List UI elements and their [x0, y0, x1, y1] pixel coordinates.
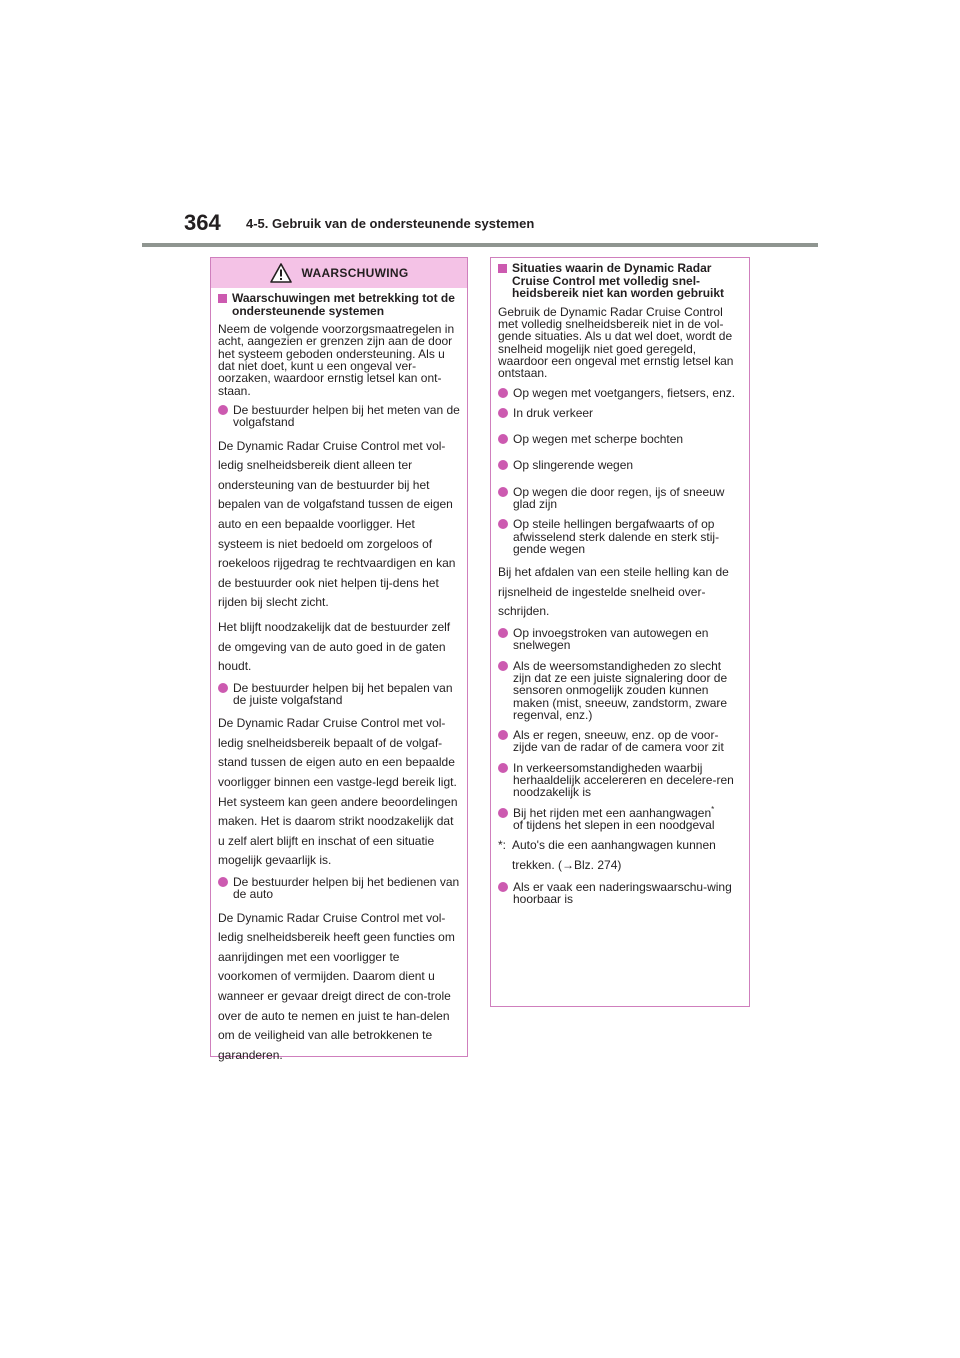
section-title: 4-5. Gebruik van de ondersteunende systemen [246, 216, 535, 231]
list-item: In druk verkeer [498, 407, 742, 419]
paragraph: De Dynamic Radar Cruise Control met vol-ledig snelheidsbereik heeft geen functies om aanrijdingen met een voorligger te voorkomen of vermijden. Daarom dient u wanneer er gevaar dreigt direct de con-trole over de auto te nemen en juist te han-delen om de veiligheid van alle betrokkenen te garanderen. [218, 910, 455, 1062]
list-item: Als er regen, sneeuw, enz. op de voor-zijde van de radar of de camera voor zit [498, 729, 742, 754]
warning-triangle-icon [270, 263, 292, 283]
list-item: Op steile hellingen bergafwaarts of op afwisselend sterk dalende en sterk stij-gende wegen [498, 518, 742, 555]
list-item: Als de weersomstandigheden zo slecht zijn dat ze een juiste signalering door de sensoren onmogelijk zouden kunnen maken (mist, sneeuw, zandstorm, zware regenval, enz.) [498, 660, 742, 721]
list-item: Bij het rijden met een aanhangwagen* of tijdens het slepen in een noodgeval [498, 807, 742, 832]
list-item: Op wegen met voetgangers, fietsers, enz. [498, 387, 742, 399]
situations-intro: Gebruik de Dynamic Radar Cruise Control met volledig snelheidsbereik niet in de vol-gende situaties. Als u dat wel doet, wordt de snelheid mogelijk niet goed geregeld, waardoor een ongeval met ernstig letsel kan ontstaan. [498, 304, 734, 381]
bullet-icon [498, 628, 508, 638]
warning-box [210, 257, 468, 1062]
bullet-icon [498, 434, 508, 444]
header-rule [142, 243, 818, 247]
bullet-icon [498, 661, 508, 671]
paragraph: Het blijft noodzakelijk dat de bestuurder zelf de omgeving van de auto goed in de gaten houdt. [218, 619, 451, 674]
page-number: 364 [184, 210, 221, 235]
bullet-icon [218, 683, 228, 693]
list-item: Op slingerende wegen [498, 459, 742, 471]
warning-heading: Waarschuwingen met betrekking tot de ondersteunende systemen [218, 292, 460, 317]
list-item: Op wegen die door regen, ijs of sneeuw glad zijn [498, 486, 742, 511]
list-item: Op invoegstroken van autowegen en snelwegen [498, 627, 742, 652]
square-bullet-icon [218, 294, 227, 303]
bullet-icon [218, 877, 228, 887]
bullet-icon [498, 408, 508, 418]
bullet-icon [498, 730, 508, 740]
list-item: De bestuurder helpen bij het bedienen van de auto [218, 876, 460, 901]
bullet-icon [218, 405, 228, 415]
bullet-icon [498, 460, 508, 470]
paragraph: De Dynamic Radar Cruise Control met vol-ledig snelheidsbereik dient alleen ter ondersteuning van de bestuurder bij het bepalen van de volgafstand tussen de eigen auto en een bepaalde voorligger. Het systeem is niet bedoeld om zorgeloos of roekeloos rijgedrag te rechtvaardigen en kan de bestuurder ook niet helpen tij-dens het rijden bij slecht zicht. [218, 438, 456, 610]
bullet-icon [498, 763, 508, 773]
situations-box [490, 257, 750, 1007]
bullet-icon [498, 487, 508, 497]
warning-intro: Neem de volgende voorzorgsmaatregelen in acht, aangezien er grenzen zijn aan de door het systeem geboden ondersteuning. Als u dat niet doet, kunt u een ongeval ver-oorzaken, waardoor ernstig letsel kan ont-staan. [218, 322, 455, 398]
list-item: De bestuurder helpen bij het meten van de volgafstand [218, 404, 460, 429]
list-item: Als er vaak een naderingswaarschu-wing hoorbaar is [498, 881, 742, 906]
bullet-icon [498, 808, 508, 818]
bullet-icon [498, 519, 508, 529]
footnote: *: Auto's die een aanhangwagen kunnen trekken. (→Blz. 274) [498, 838, 716, 873]
bullet-icon [498, 388, 508, 398]
warning-label: WAARSCHUWING [301, 266, 409, 280]
square-bullet-icon [498, 264, 507, 273]
paragraph: De Dynamic Radar Cruise Control met vol-ledig snelheidsbereik bepaalt of de volgaf-stand tussen de eigen auto en een bepaalde voorligger binnen een vastge-legd bereik ligt. Het systeem kan geen andere beoordelingen maken. Het is daarom strikt noodzakelijk dat u zelf alert blijft en inschat of een situatie mogelijk gevaarlijk is. [218, 716, 458, 868]
list-item: In verkeersomstandigheden waarbij herhaaldelijk accelereren en decelere-ren noodzakelijk is [498, 762, 742, 799]
list-item: De bestuurder helpen bij het bepalen van de juiste volgafstand [218, 682, 460, 707]
paragraph: Bij het afdalen van een steile helling kan de rijsnelheid de ingestelde snelheid over-schrijden. [498, 565, 729, 619]
footnote-marker: * [711, 804, 715, 814]
list-item: Op wegen met scherpe bochten [498, 433, 742, 445]
situations-heading: Situaties waarin de Dynamic Radar Cruise Control met volledig snel-heidsbereik niet kan worden gebruikt [498, 262, 742, 300]
bullet-icon [498, 882, 508, 892]
warning-header [211, 258, 467, 288]
